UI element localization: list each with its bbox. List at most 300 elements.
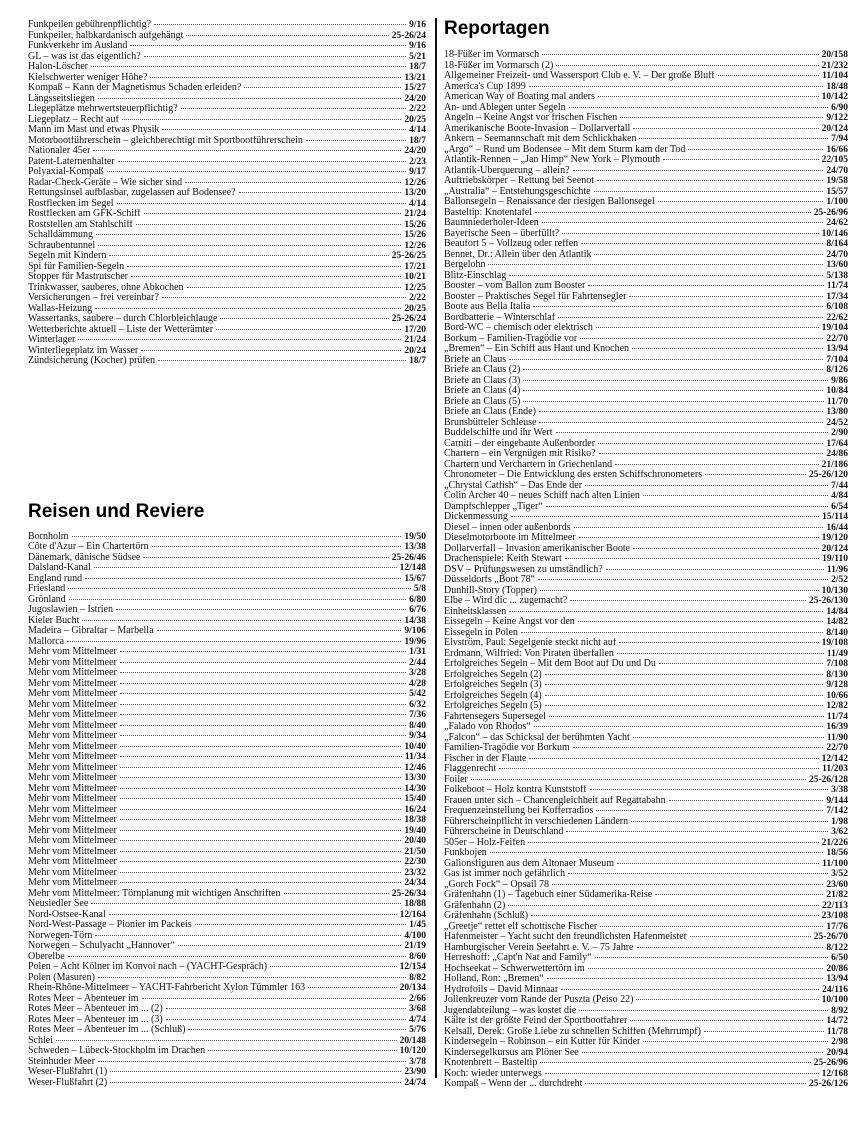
entry-reference: 5/42 [409,689,426,699]
dot-leader [620,117,823,118]
entry-title: Fahrtensegers Supersegel [444,711,546,722]
index-entry [444,323,848,334]
dot-leader [556,65,818,66]
entry-title: Mehr vom Mittelmeer [28,752,117,762]
dot-leader [142,998,407,999]
entry-reference: 9/106 [404,626,426,636]
dot-leader [581,243,823,244]
dot-leader [306,140,406,141]
entry-title: Holland, Ron: „Bremen“ [444,974,544,984]
index-entry [28,146,426,157]
index-entry [444,365,848,376]
dot-leader [509,611,823,612]
entry-reference: 11/74 [826,711,848,722]
dot-leader [72,536,402,537]
index-entry [444,103,848,114]
index-entry [28,658,426,669]
index-entry [28,73,426,84]
entry-title: Stopper für Mastrutscher [28,272,128,282]
index-entry [444,743,848,754]
index-entry [444,1079,848,1090]
dot-leader [582,1052,824,1053]
entry-title: Carniti – der eingebaute Außenborder [444,438,596,449]
dot-leader [619,642,818,643]
entry-reference: 14/82 [826,617,848,627]
dot-leader [181,108,406,109]
dot-leader [545,695,824,696]
dot-leader [585,485,828,486]
index-entry [28,1057,426,1068]
dot-leader [95,935,401,936]
index-entry [444,890,848,901]
dot-leader [690,936,811,937]
entry-reference: 19/50 [404,531,426,542]
entry-reference: 15/26 [404,230,426,240]
entry-title: Chartern und Verchartern in Griechenland [444,459,613,470]
index-entry [28,115,426,126]
entry-reference: 22/105 [821,155,848,165]
dot-leader [120,819,401,820]
index-entry [444,796,848,807]
index-entry [444,344,848,355]
entry-title: „Bremen“ – Ein Schiff aus Haut und Knochen [444,344,630,354]
entry-reference: 3/62 [831,827,848,837]
index-entry [444,208,848,219]
dot-leader [186,35,388,36]
index-entry [444,61,848,72]
entry-title: Mehr vom Mittelmeer [28,836,117,846]
dot-leader [598,443,823,444]
dot-leader [490,852,824,853]
index-entry [444,334,848,345]
entry-reference: 13/21 [404,72,426,83]
dot-leader [523,390,823,391]
entry-title: Dalsland-Kanal [28,563,91,573]
dot-leader [523,369,823,370]
index-entry [28,563,426,574]
index-entry [444,460,848,471]
entry-title: Steinhuder Meer [28,1056,95,1067]
entry-title: Flaggenrecht [444,764,497,774]
entry-reference: 14/38 [404,615,426,626]
dot-leader [578,621,824,622]
entry-title: Jollenkreuzer vom Rande der Puszta (Peiso 22) [444,995,634,1005]
index-entry [28,304,426,315]
index-entry [444,1027,848,1038]
dot-leader [588,968,824,969]
index-entry [444,124,848,135]
dot-leader [270,966,397,967]
index-entry [28,899,426,910]
entry-reference: 20/86 [826,963,848,974]
entry-reference: 18/7 [409,356,426,366]
entry-title: GL – was ist das eigentlich? [28,51,141,62]
entry-title: Fischer in der Flaute [444,753,527,764]
entry-title: „Gorch Fock“ – Opsail 78 [444,879,549,890]
index-entry [444,491,848,502]
entry-title: Briefe an Claus (5) [444,396,521,407]
index-entry [28,314,426,325]
entry-reference: 9/16 [409,20,426,30]
entry-title: Friesland [28,584,66,594]
entry-reference: 25-26/25 [391,251,426,261]
entry-reference: 22/30 [404,857,426,867]
entry-reference: 23/60 [826,879,848,890]
entry-reference: 6/50 [831,953,848,963]
entry-title: Amerikanische Boote-Invasion – Dollarverfall [444,123,631,134]
entry-title: Basteltip: Knotentafel [444,207,533,218]
index-entry [444,848,848,859]
index-entry [28,847,426,858]
entry-reference: 10/142 [821,92,848,102]
entry-reference: 22/62 [826,312,848,323]
entry-title: Chronometer – Die Entwicklung des ersten Schiffschronometers [444,470,703,480]
index-entry [444,397,848,408]
entry-reference: 22/70 [826,333,848,344]
entry-title: Halon-Löscher [28,62,88,72]
index-entry [444,313,848,324]
dot-leader [471,779,806,780]
index-entry [444,82,848,93]
index-entry [28,626,426,637]
entry-title: Funkpeiler, halbkardanisch aufgehängt [28,30,184,41]
index-entry [444,827,848,838]
dot-leader [91,66,406,67]
entry-reference: 11/104 [822,71,848,81]
entry-title: Frauen unter sich – Chancengleichheit auf Regattabahn [444,795,666,806]
entry-reference: 8/130 [826,669,848,680]
entry-title: Diesel – innen oder außenbords [444,522,571,533]
entry-title: Folkeboot – Holz kontra Kunststoff [444,785,587,795]
entry-title: Foiler [444,774,468,785]
dot-leader [523,401,824,402]
entry-reference: 6/54 [831,501,848,512]
dot-leader [533,306,823,307]
dot-leader [545,674,824,675]
index-entry [444,953,848,964]
entry-reference: 18/48 [826,81,848,92]
index-entry [28,878,426,889]
entry-title: Düsseldorfs „Boot 78“ [444,575,536,585]
entry-reference: 17/20 [404,324,426,335]
dot-leader [144,56,406,57]
index-entry [444,281,848,292]
index-entry [444,502,848,513]
entry-title: Winterliegeplatz im Wasser [28,345,139,356]
entry-title: Erfolgreiches Segeln (2) [444,669,542,680]
entry-title: Madeira – Gibraltar – Marbella [28,626,154,636]
entry-title: Briefe an Claus (4) [444,386,521,396]
entry-reference: 20/24 [404,345,426,356]
dot-leader [528,842,819,843]
entry-reference: 17/34 [826,291,848,302]
dot-leader [141,350,401,351]
index-entry [28,700,426,711]
dot-leader [580,338,823,339]
entry-title: Atlantik-Überquerung – allein? [444,165,570,176]
entry-title: Motorbootführerschein – gleichberechtigt mit Sportbootführerschein [28,135,303,146]
dot-leader [511,516,819,517]
dot-leader [552,884,823,885]
entry-title: Rotes Meer – Abenteuer im ... (Schluß) [28,1025,186,1035]
entry-reference: 7/104 [826,354,848,365]
entry-title: Colin Archer 40 – neues Schiff nach alten Linien [444,491,640,501]
index-entry [28,994,426,1005]
entry-title: Hydrofoils – David Minnaar [444,984,559,995]
dot-leader [98,245,401,246]
dot-leader [658,201,824,202]
dot-leader [594,191,824,192]
index-entry [444,145,848,156]
entry-title: Bayerische Seen – überfüllt? [444,228,560,239]
entry-title: Bord-WC – chemisch oder elektrisch [444,323,593,333]
entry-title: Roststellen am Stahlschiff [28,219,133,230]
dot-leader [561,989,819,990]
dot-leader [617,653,824,654]
entry-title: Briefe an Claus (2) [444,365,521,375]
entry-reference: 23/108 [821,911,848,921]
dot-leader [187,287,402,288]
dot-leader [523,380,828,381]
entry-title: Spi für Familien-Segeln [28,261,125,272]
entry-reference: 6/80 [409,594,426,605]
index-entry [28,815,426,826]
dot-leader [120,756,402,757]
index-entry [28,31,426,42]
index-entry [444,680,848,691]
index-entry [28,178,426,189]
entry-reference: 10/66 [826,690,848,701]
dot-leader [120,882,401,883]
entry-title: Mehr vom Mittelmeer: Törnplanung mit wichtigen Anschriften [28,888,281,899]
index-entry [444,712,848,723]
entry-reference: 1/31 [409,647,426,657]
index-entry [444,218,848,229]
index-entry [28,826,426,837]
entry-title: Nord-West-Passage – Pionier im Packeis [28,920,192,930]
dot-leader [549,716,824,717]
index-entry [444,1058,848,1069]
index-entry [444,155,848,166]
entry-title: Kompaß – Kann der Magnetismus Schaden erleiden? [28,83,242,93]
entry-reference: 24/74 [404,1077,426,1088]
dot-leader [718,75,820,76]
entry-title: „Australia“ – Entstehungsgeschichte [444,186,591,197]
index-entry [28,62,426,73]
dot-leader [120,861,401,862]
dot-leader [56,1040,397,1041]
entry-title: Neusiedler See [28,899,89,909]
entry-reference: 10/40 [404,741,426,752]
index-entry [28,167,426,178]
entry-title: 18-Füßer im Vormarsch (2) [444,60,554,71]
reisen-list [28,532,426,1089]
entry-reference: 14/72 [826,1016,848,1026]
index-entry [444,428,848,439]
index-entry [28,857,426,868]
entry-title: Hafenmeister – Yacht sucht den freundlichsten Hafenmeister [444,932,687,942]
dot-leader [542,222,824,223]
entry-title: Mehr vom Mittelmeer [28,741,117,752]
dot-leader [143,557,388,558]
entry-reference: 15/114 [822,512,848,522]
entry-reference: 9/17 [409,167,426,177]
entry-reference: 8/122 [826,942,848,953]
dot-leader [629,296,823,297]
dot-leader [120,725,406,726]
index-entry [444,911,848,922]
entry-reference: 24/52 [826,417,848,428]
index-entry [444,754,848,765]
entry-title: DSV – Prüfungswesen zu umständlich? [444,564,603,575]
entry-reference: 7/94 [831,134,848,144]
dot-leader [120,714,406,715]
entry-title: Erfolgreiches Segeln – Mit dem Boot auf Du und Du [444,659,656,669]
dot-leader [534,726,824,727]
entry-title: Polen – Acht Kölner im Konvoi nach – (YACHT-Gespräch) [28,962,268,972]
dot-leader [110,1082,401,1083]
entry-title: Allgemeiner Freizeit- und Wassersport Club e. V. – Der große Bluff [444,71,715,81]
entry-title: Rostflecken am GFK-Schiff [28,209,141,219]
entry-title: Gräfenhahn (Schluß) [444,911,529,921]
entry-title: Mehr vom Mittelmeer [28,731,117,741]
index-entry [28,920,426,931]
dot-leader [117,203,407,204]
entry-reference: 8/164 [826,239,848,249]
entry-reference: 14/84 [826,606,848,617]
entry-reference: 11/78 [826,1026,848,1037]
entry-reference: 15/57 [826,186,848,197]
entry-title: Rhein-Rhône-Mittelmeer – YACHT-Fahrbericht Xylon Tümmler 163 [28,983,306,993]
entry-reference: 21/24 [404,209,426,219]
entry-reference: 12/46 [404,762,426,773]
entry-title: Rettungsinsel aufblasbar, zugelassen auf Bodensee? [28,188,236,198]
entry-reference: 25-26/34 [391,888,426,899]
entry-reference: 24/70 [826,165,848,176]
entry-title: Schweden – Lübeck-Stockholm im Drachen [28,1046,206,1056]
column-divider [435,18,437,1078]
entry-reference: 10/130 [821,585,848,596]
entry-title: Mehr vom Mittelmeer [28,846,117,857]
index-entry [28,542,426,553]
index-entry [444,533,848,544]
entry-title: Erfolgreiches Segeln (5) [444,701,542,711]
dot-leader [545,684,824,685]
entry-title: Dickenmessung [444,512,508,522]
entry-reference: 16/39 [826,722,848,732]
index-entry [28,941,426,952]
entry-title: Bordbatterie – Winterschlaf [444,312,556,323]
entry-title: Weser-Flußfahrt (1) [28,1067,108,1077]
dot-leader [68,956,406,957]
index-entry [444,1069,848,1080]
entry-reference: 20/94 [826,1047,848,1058]
dot-leader [185,182,401,183]
entry-reference: 16/24 [404,804,426,815]
dot-leader [630,1020,823,1021]
entry-reference: 24/20 [404,93,426,104]
entry-reference: 4/14 [409,125,426,135]
dot-leader [606,569,824,570]
index-entry [444,565,848,576]
dot-leader [632,348,823,349]
index-entry [28,1015,426,1026]
index-entry [28,325,426,336]
entry-reference: 8/60 [409,951,426,962]
index-entry [444,670,848,681]
entry-reference: 9/86 [831,375,848,386]
dot-leader [120,809,401,810]
index-entry [444,1037,848,1048]
entry-title: Atlantik-Rennen – „Jan Himp“ New York – Plymouth [444,155,661,165]
index-entry [444,376,848,387]
dot-leader [94,567,397,568]
dot-leader [596,327,819,328]
entry-reference: 2/98 [831,1037,848,1047]
dot-leader [558,317,823,318]
entry-reference: 2/22 [409,293,426,303]
dot-leader [120,840,401,841]
entry-reference: 20/124 [821,543,848,554]
entry-reference: 25-26/24 [391,30,426,41]
dot-leader [91,903,401,904]
entry-title: Rotes Meer – Abenteuer im [28,993,139,1004]
index-entry [28,637,426,648]
entry-reference: 10/84 [826,386,848,396]
index-entry [444,859,848,870]
entry-title: Kälte ist der größte Feind der Sportbootfahrer [444,1016,628,1026]
index-entry [28,689,426,700]
entry-title: Briefe an Claus (3) [444,375,521,386]
index-entry [444,659,848,670]
entry-title: Bergelohn [444,260,486,270]
entry-reference: 2/22 [409,104,426,114]
entry-reference: 12/148 [399,563,426,573]
entry-reference: 17/76 [826,921,848,932]
entry-reference: 10/100 [821,995,848,1005]
reportagen-list [444,50,848,1090]
entry-reference: 19/58 [826,176,848,186]
entry-reference: 1/98 [831,816,848,827]
entry-reference: 12/26 [404,240,426,251]
entry-reference: 9/144 [826,795,848,806]
index-entry [28,1078,426,1089]
entry-title: Polen (Masuren) [28,972,95,983]
dot-leader [136,224,402,225]
entry-title: Mehr vom Mittelmeer [28,867,117,878]
left-column [28,20,426,1088]
entry-reference: 8/40 [409,720,426,731]
entry-title: Kieler Bucht [28,615,80,626]
entry-title: American Way of Boating mal anders [444,92,595,102]
entry-title: Führerscheine in Deutschland [444,827,564,837]
entry-reference: 24/62 [826,218,848,228]
entry-title: Drachenspiele: Keith Stewart [444,554,562,564]
entry-reference: 8/82 [409,972,426,983]
entry-reference: 13/94 [826,974,848,984]
entry-title: Mehr vom Mittelmeer [28,678,117,689]
index-entry [444,481,848,492]
dot-leader [120,704,406,705]
entry-title: Buddelschiffe und ihr Wert [444,428,553,438]
dot-leader [98,977,406,978]
dot-leader [118,161,406,162]
index-entry [28,83,426,94]
entry-title: Baumniederholer-Ideen [444,218,539,228]
entry-title: Längsseitsliegen [28,93,95,104]
index-entry [28,910,426,921]
entry-reference: 6/76 [409,605,426,615]
